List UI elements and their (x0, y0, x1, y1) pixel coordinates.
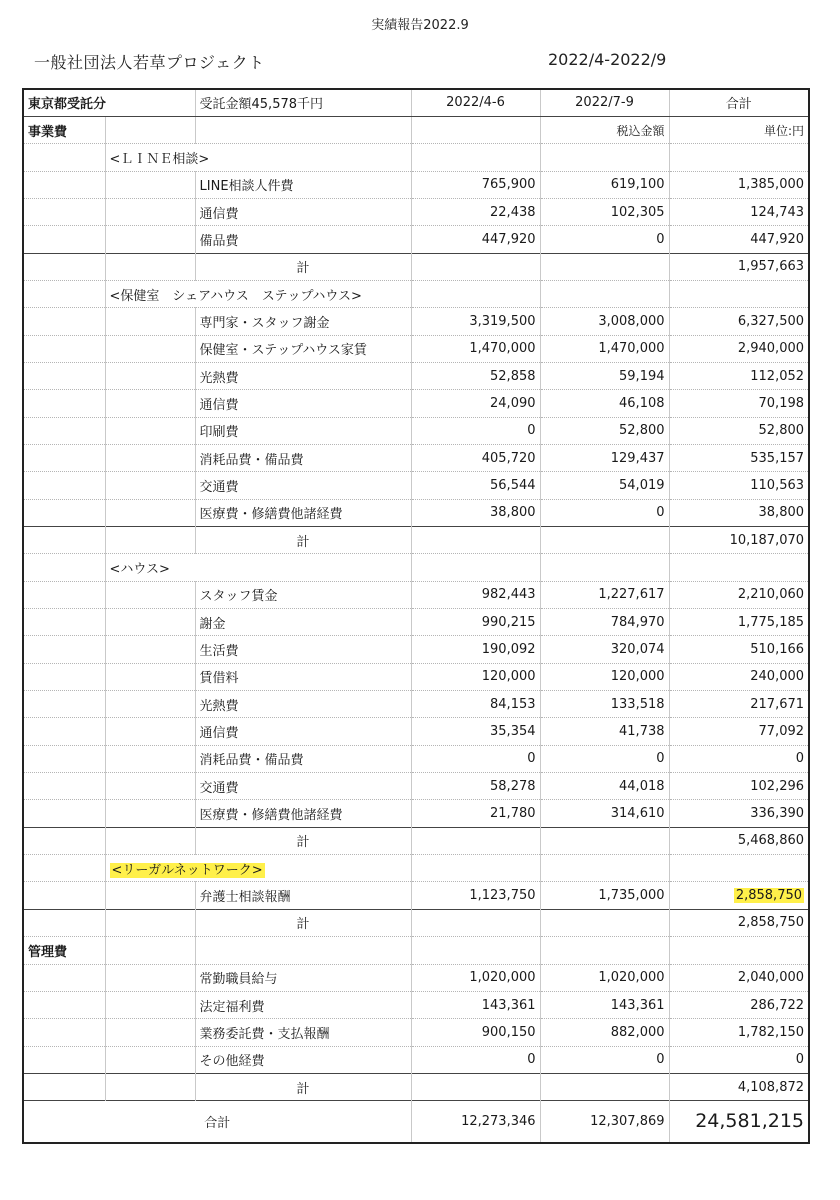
line-item-name: 謝金 (195, 609, 411, 636)
grand-total-q2: 12,307,869 (540, 1101, 669, 1143)
house-line-item (23, 609, 809, 636)
house-subtotal: 5,468,860 (669, 827, 809, 854)
line-item-name: 備品費 (195, 226, 411, 253)
row-total (669, 882, 809, 909)
amount-q2: 0 (540, 499, 669, 526)
legal-network-subtotal-row (23, 909, 809, 936)
row-total: 6,327,500 (669, 308, 809, 335)
line-item-name: 医療費・修繕費他諸経費 (195, 800, 411, 827)
subtotal-label: 計 (195, 827, 411, 854)
line-item-name: 消耗品費・備品費 (195, 444, 411, 471)
row-total: 110,563 (669, 472, 809, 499)
subtotal-label: 計 (195, 1073, 411, 1100)
amount-q2: 129,437 (540, 444, 669, 471)
amount-q1: 1,470,000 (411, 335, 540, 362)
amount-q1: 58,278 (411, 773, 540, 800)
line-item-name: 光熱費 (195, 691, 411, 718)
line-item-name: 弁護士相談報酬 (195, 882, 411, 909)
line-item-name: 医療費・修繕費他諸経費 (195, 499, 411, 526)
amount-q1: 0 (411, 1046, 540, 1073)
amount-q1: 1,123,750 (411, 882, 540, 909)
row-total: 2,940,000 (669, 335, 809, 362)
house-line-item (23, 581, 809, 608)
house-section-row (23, 554, 809, 581)
house-line-item (23, 718, 809, 745)
line-item-name: 常勤職員給与 (195, 964, 411, 991)
legal-network-subtotal: 2,858,750 (669, 909, 809, 936)
amount-q2: 54,019 (540, 472, 669, 499)
admin-line-item (23, 991, 809, 1018)
amount-q1: 447,920 (411, 226, 540, 253)
tax-included-note: 税込金額 (540, 116, 669, 143)
health-room-line-item (23, 444, 809, 471)
amount-q2: 1,020,000 (540, 964, 669, 991)
amount-q2: 882,000 (540, 1019, 669, 1046)
legal-network-section-title-highlight: <リーガルネットワーク> (111, 862, 263, 878)
house-section-title: <ハウス> (105, 554, 411, 581)
row-total: 2,210,060 (669, 581, 809, 608)
line-item-name: 交通費 (195, 773, 411, 800)
amount-q2: 784,970 (540, 609, 669, 636)
row-total: 447,920 (669, 226, 809, 253)
amount-q1: 190,092 (411, 636, 540, 663)
health-room-section-title: <保健室 シェアハウス ステップハウス> (105, 280, 411, 307)
admin-line-item (23, 964, 809, 991)
house-line-item (23, 773, 809, 800)
grand-total-label: 合計 (23, 1101, 411, 1143)
line-item-name: 保健室・ステップハウス家賃 (195, 335, 411, 362)
amount-q1: 52,858 (411, 362, 540, 389)
grand-total-row (23, 1101, 809, 1143)
house-line-item (23, 636, 809, 663)
line-item-name: 生活費 (195, 636, 411, 663)
amount-q2: 52,800 (540, 417, 669, 444)
business-cost-label: 事業費 (23, 116, 105, 143)
health-room-line-item (23, 335, 809, 362)
amount-q1: 765,900 (411, 171, 540, 198)
amount-q2: 0 (540, 1046, 669, 1073)
amount-q1: 0 (411, 417, 540, 444)
line-consultation-line-item (23, 171, 809, 198)
line-item-name: 通信費 (195, 390, 411, 417)
amount-q1: 21,780 (411, 800, 540, 827)
amount-q1: 3,319,500 (411, 308, 540, 335)
amount-q2: 120,000 (540, 663, 669, 690)
legal-network-section-title (105, 855, 411, 882)
row-total: 336,390 (669, 800, 809, 827)
health-room-line-item (23, 308, 809, 335)
amount-q2: 44,018 (540, 773, 669, 800)
health-room-line-item (23, 417, 809, 444)
subtotal-label: 計 (195, 527, 411, 554)
amount-q1: 38,800 (411, 499, 540, 526)
amount-q1: 143,361 (411, 991, 540, 1018)
admin-cost-label: 管理費 (23, 937, 105, 964)
amount-q2: 46,108 (540, 390, 669, 417)
line-item-name: その他経費 (195, 1046, 411, 1073)
house-line-item (23, 663, 809, 690)
line-item-name: LINE相談人件費 (195, 171, 411, 198)
line-consultation-subtotal: 1,957,663 (669, 253, 809, 280)
section-label: 東京都受託分 (23, 89, 195, 116)
amount-q2: 320,074 (540, 636, 669, 663)
line-item-name: 光熱費 (195, 362, 411, 389)
line-consultation-subtotal-row (23, 253, 809, 280)
amount-q2: 102,305 (540, 198, 669, 225)
line-consultation-line-item (23, 198, 809, 225)
financial-report-table (22, 88, 810, 1144)
amount-q1: 1,020,000 (411, 964, 540, 991)
amount-q2: 1,735,000 (540, 882, 669, 909)
row-total: 217,671 (669, 691, 809, 718)
admin-line-item (23, 1019, 809, 1046)
line-item-name: 印刷費 (195, 417, 411, 444)
row-total: 102,296 (669, 773, 809, 800)
subtotal-label: 計 (195, 253, 411, 280)
line-consultation-section-title: <ＬＩＮＥ相談> (105, 144, 411, 171)
row-total: 1,775,185 (669, 609, 809, 636)
column-header-q2: 2022/7-9 (540, 89, 669, 116)
subtotal-label: 計 (195, 909, 411, 936)
amount-q1: 22,438 (411, 198, 540, 225)
admin-cost-row (23, 937, 809, 964)
line-item-name: スタッフ賃金 (195, 581, 411, 608)
line-consultation-section-row (23, 144, 809, 171)
line-item-name: 法定福利費 (195, 991, 411, 1018)
amount-q1: 982,443 (411, 581, 540, 608)
house-line-item (23, 800, 809, 827)
amount-q1: 900,150 (411, 1019, 540, 1046)
row-total: 1,782,150 (669, 1019, 809, 1046)
line-consultation-line-item (23, 226, 809, 253)
health-room-section-row (23, 280, 809, 307)
column-header-q1: 2022/4-6 (411, 89, 540, 116)
health-room-line-item (23, 499, 809, 526)
report-body (23, 89, 809, 1143)
row-total: 240,000 (669, 663, 809, 690)
amount-q2: 143,361 (540, 991, 669, 1018)
amount-q2: 314,610 (540, 800, 669, 827)
column-header-total: 合計 (669, 89, 809, 116)
house-subtotal-row (23, 827, 809, 854)
row-total: 535,157 (669, 444, 809, 471)
line-item-name: 通信費 (195, 718, 411, 745)
row-total: 38,800 (669, 499, 809, 526)
health-room-line-item (23, 390, 809, 417)
admin-subtotal-row (23, 1073, 809, 1100)
row-total: 0 (669, 1046, 809, 1073)
amount-q2: 41,738 (540, 718, 669, 745)
row-total: 52,800 (669, 417, 809, 444)
header-row (23, 89, 809, 116)
organization-name: 一般社団法人若草プロジェクト (34, 53, 265, 72)
amount-q1: 990,215 (411, 609, 540, 636)
health-room-line-item (23, 472, 809, 499)
row-total: 2,040,000 (669, 964, 809, 991)
line-item-name: 消耗品費・備品費 (195, 745, 411, 772)
house-line-item (23, 691, 809, 718)
row-total: 124,743 (669, 198, 809, 225)
row-total: 0 (669, 745, 809, 772)
line-item-name: 通信費 (195, 198, 411, 225)
line-item-name: 業務委託費・支払報酬 (195, 1019, 411, 1046)
unit-note: 単位:円 (669, 116, 809, 143)
row-total: 112,052 (669, 362, 809, 389)
row-total: 510,166 (669, 636, 809, 663)
amount-q2: 3,008,000 (540, 308, 669, 335)
amount-q2: 1,227,617 (540, 581, 669, 608)
grand-total-value (669, 1101, 809, 1143)
amount-q1: 84,153 (411, 691, 540, 718)
amount-q2: 0 (540, 745, 669, 772)
grand-total-amount: 24,581,215 (695, 1110, 805, 1133)
house-line-item (23, 745, 809, 772)
admin-subtotal: 4,108,872 (669, 1073, 809, 1100)
report-title: 実績報告2022.9 (371, 18, 469, 33)
amount-q2: 0 (540, 226, 669, 253)
line-item-name: 賃借料 (195, 663, 411, 690)
amount-q1: 35,354 (411, 718, 540, 745)
row-total: 70,198 (669, 390, 809, 417)
line-item-name: 交通費 (195, 472, 411, 499)
report-period: 2022/4-2022/9 (548, 50, 667, 69)
grand-total-q1: 12,273,346 (411, 1101, 540, 1143)
row-total: 1,385,000 (669, 171, 809, 198)
amount-q2: 1,470,000 (540, 335, 669, 362)
amount-q2: 619,100 (540, 171, 669, 198)
admin-line-item (23, 1046, 809, 1073)
row-total: 286,722 (669, 991, 809, 1018)
health-room-line-item (23, 362, 809, 389)
amount-q1: 0 (411, 745, 540, 772)
health-room-subtotal: 10,187,070 (669, 527, 809, 554)
legal-network-section-row (23, 855, 809, 882)
health-room-subtotal-row (23, 527, 809, 554)
amount-q1: 120,000 (411, 663, 540, 690)
amount-q2: 59,194 (540, 362, 669, 389)
row-total: 77,092 (669, 718, 809, 745)
amount-q1: 405,720 (411, 444, 540, 471)
highlighted-total: 2,858,750 (735, 888, 803, 904)
business-cost-row (23, 116, 809, 143)
amount-q1: 56,544 (411, 472, 540, 499)
line-item-name: 専門家・スタッフ謝金 (195, 308, 411, 335)
amount-q1: 24,090 (411, 390, 540, 417)
contract-amount: 受託金額45,578千円 (195, 89, 411, 116)
legal-network-line-item (23, 882, 809, 909)
amount-q2: 133,518 (540, 691, 669, 718)
